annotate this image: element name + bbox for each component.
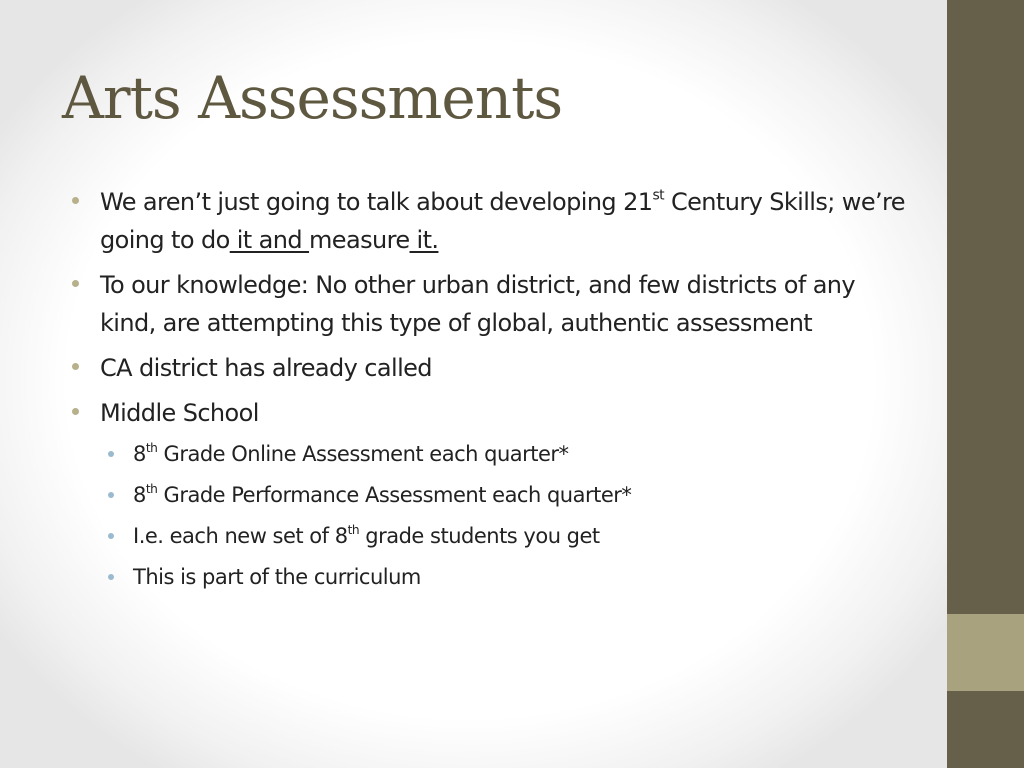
sub-bullet-item [72,521,912,551]
underlined-word: it. [409,226,439,254]
sidebar-accent-block [947,614,1024,691]
bullet-dot-icon [72,197,79,204]
bullet-text: CA district has already called [100,354,432,382]
sub-bullet-dot-icon [108,492,114,498]
sub-bullet-dot-icon [108,533,114,539]
sub-bullet-item [72,439,912,469]
bullet-list [72,183,912,603]
sub-bullet-item [72,480,912,510]
bullet-dot-icon [72,363,79,370]
bullet-text: We aren’t just going to talk about developing 21st Century Skills; we’re going to do it and measure it. [100,187,905,254]
bullet-text: Middle School [100,399,259,427]
sub-bullet-text: This is part of the curriculum [133,565,421,589]
bullet-item [72,394,912,432]
sub-bullet-dot-icon [108,451,114,457]
sub-bullet-item [72,562,912,592]
bullet-item [72,349,912,387]
slide-title: Arts Assessments [62,64,563,132]
bullet-dot-icon [72,280,79,287]
sub-bullet-dot-icon [108,574,114,580]
bullet-item [72,266,912,342]
bullet-dot-icon [72,408,79,415]
sub-bullet-text: 8th Grade Performance Assessment each quarter* [133,481,632,507]
bullet-item [72,183,912,259]
underlined-word: it and [229,226,310,254]
bullet-text: To our knowledge: No other urban district, and few districts of any kind, are attempting this type of global, authentic assessment [100,271,856,337]
sub-bullet-text: 8th Grade Online Assessment each quarter* [133,440,569,466]
sub-bullet-text: I.e. each new set of 8th grade students you get [133,522,600,548]
